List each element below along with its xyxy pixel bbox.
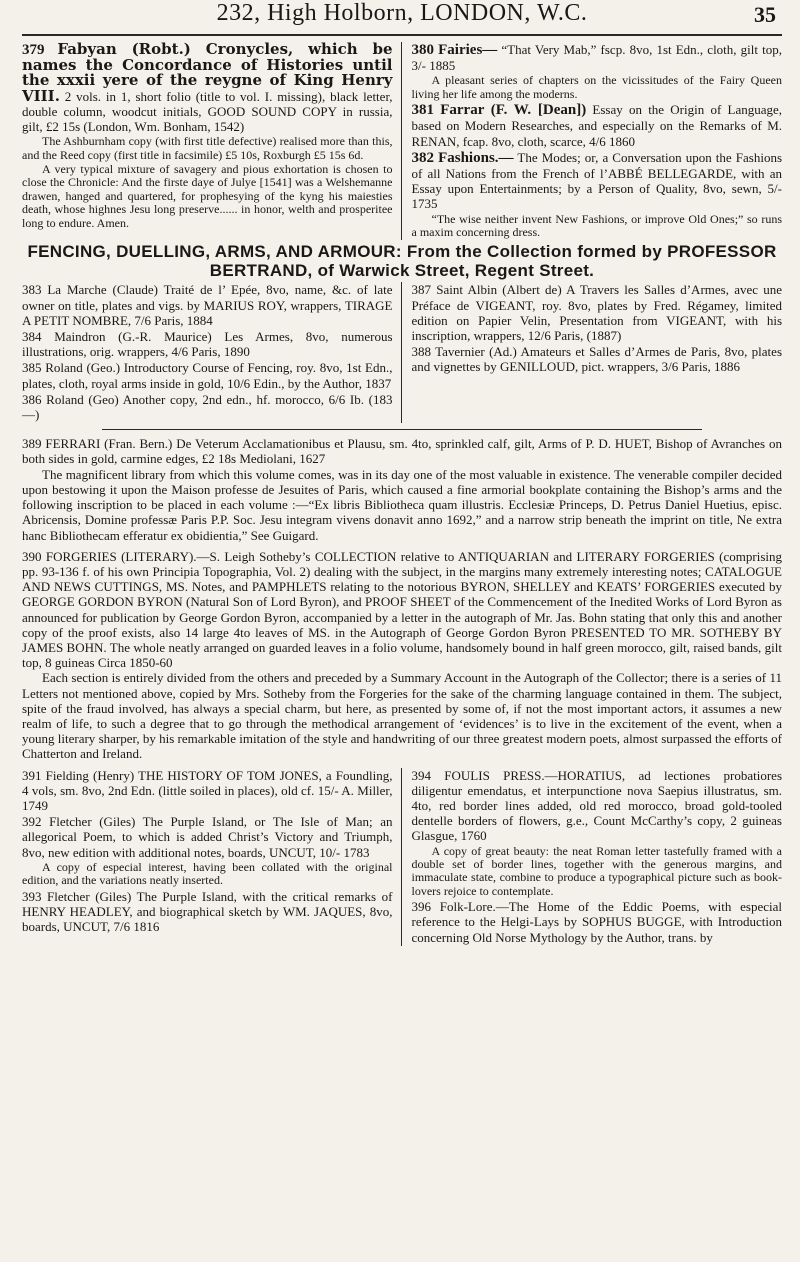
fencing-section-heading: FENCING, DUELLING, ARMS, AND ARMOUR: From the Collection formed by PROFESSOR BERTRAND, of Warwick Street, Regent Street. bbox=[27, 242, 777, 281]
entry-379-note-2: A very typical mixture of savagery and pious exhortation is chosen to close the Chronicle: And the firste daye of Julye [1541] was a Welshemanne drawen, hanged and quartered, for prophesying of the kyng his maiesties death, whose highnes Jesu long preserve...... in honor, welth and prosperitee long to endure. Amen. bbox=[22, 162, 393, 230]
entry-381: 381 Farrar (F. W. [Dean]) Essay on the Origin of Language, based on Modern Researches, and especially on the Remarks of M. RENAN, fcap. 8vo, cloth, scarce, 4/6 1860 bbox=[411, 102, 782, 149]
entry-396: 396 Folk-Lore.—The Home of the Eddic Poems, with especial reference to the Helgi-Lays by SOPHUS BUGGE, with Introduction concerning Old Norse Mythology by the Author, trans. by bbox=[411, 899, 782, 945]
entry-382: 382 Fashions.— The Modes; or, a Conversation upon the Fashions of all Nations from the French of l’ABBÉ BELLEGARDE, with an Essay upon Entertainments; by a Person of Quality, 8vo, sewn, 5/- 1735 bbox=[411, 149, 783, 212]
bottom-right-column bbox=[412, 768, 783, 946]
top-columns bbox=[22, 36, 782, 240]
entry-390-note: Each section is entirely divided from the others and preceded by a Summary Account in the Autograph of the Collector; there is a series of 11 Letters not mentioned above, copied by Mrs. Sotheby from the Forgeries for the sake of the charming language contained in them. The subject, spite of the fraud involved, has always a special charm, but here, as presented by some of, if not the most important actors, it assumes a new realm of life, to such a degree that to go through the methodical arrangement of ‘evidences’ is to live in the excitement of the event, when a young literary sharper, by his remarkable imitation of the style and handwriting of our three greatest modern poets, almost surpassed the efforts of Chatterton and Ireland. bbox=[22, 670, 782, 762]
fencing-columns bbox=[22, 282, 782, 423]
entry-383: 383 La Marche (Claude) Traité de l’ Epée, 8vo, name, &c. of late owner on title, plates and vigs. by MARIUS ROY, wrappers, TIRAGE A PETIT NOMBRE, 7/6 Paris, 1884 bbox=[22, 282, 393, 328]
header-address: 232, High Holborn, LONDON, W.C. bbox=[216, 0, 588, 26]
entry-379: 379 Fabyan (Robt.) Cronycles, which be names the Concordance of Histories until the xxxii yere of the reygne of King Henry VIII. 2 vols. in 1, short folio (title to vol. I. missing), black letter, double column, woodcut initials, GOOD SOUND COPY in russia, gilt, £2 15s (London, Wm. Bonham, 1542) bbox=[22, 40, 393, 135]
entry-390: 390 FORGERIES (LITERARY).—S. Leigh Sotheby’s COLLECTION relative to ANTIQUARIAN and LITERARY FORGERIES (comprising pp. 93-136 f. of his own Principia Topographia, Vol. 2) dealing with the subject, in the margins many extremely interesting notes; CATALOGUE AND NEWS CUTTINGS, MS. Notes, and PAMPHLETS relating to the notorious BYRON, SHELLEY and KEATS’ FORGERIES executed by GEORGE GORDON BYRON (Natural Son of Lord Byron), and PROOF SHEET of the Commencement of the Inedited Works of Lord Byron as announced for publication by George Gordon Byron, accompanied by a letter in the autograph of Mr. Jas. Bohn stating that only this and another copy of the proof exists, also 14 large 4to leaves of MS. in the Autograph of George Gordon Byron PRESENTED TO MR. SOTHEBY BY JAMES BOHN. The whole neatly arranged on guarded leaves in a folio volume, handsomely bound in half green morocco, gilt, raised bands, gilt top, 8 guineas Circa 1850-60 bbox=[22, 548, 782, 671]
entry-387: 387 Saint Albin (Albert de) A Travers les Salles d’Armes, avec une Préface de VIGEANT, roy. 8vo, plates by Fred. Régamey, limited edition on Papier Velin, Presentation from VIGEANT, with his inscription, wrappers, 12/6 Paris, (1887) bbox=[411, 282, 782, 344]
entry-384: 384 Maindron (G.-R. Maurice) Les Armes, 8vo, numerous illustrations, orig. wrappers, 4/6 Paris, 1890 bbox=[22, 329, 393, 360]
entry-382-note: “The wise neither invent New Fashions, or improve Old Ones;” so runs a maxim concerning dress. bbox=[411, 211, 782, 240]
fencing-left-column bbox=[22, 282, 402, 423]
page-number: 35 bbox=[754, 2, 776, 27]
entry-386: 386 Roland (Geo) Another copy, 2nd edn., hf. morocco, 6/6 Ib. (183—) bbox=[22, 391, 393, 423]
entry-393: 393 Fletcher (Giles) The Purple Island, with the critical remarks of HENRY HEADLEY, and biographical sketch by WM. JAQUES, 8vo, boards, UNCUT, 7/6 1816 bbox=[22, 888, 393, 934]
bottom-left-column bbox=[22, 768, 402, 946]
entry-389-note: The magnificent library from which this volume comes, was in its day one of the most valuable in existence. The venerable compiler decided upon bestowing it upon the Maison professe de Jesuites of Paris, which caused a fine armorial bookplate containing the Bishop’s arms and the following inscription to be placed in each volume :—“Ex libris Bibliotheca quam illustris. Ecclesiæ Princeps, D. Petrus Daniel Huetius, episc. Abricensis, Domine professæ Paris P.P. Soc. Jesu integram vivens donavit anno 1692,” and a narrow strip beneath the imprint on title, Ne extra hanc Bibliothecam efferatur ex obidientia,” See Guigard. bbox=[22, 466, 782, 543]
entry-389: 389 FERRARI (Fran. Bern.) De Veterum Acclamationibus et Plausu, sm. 4to, sprinkled calf, gilt, Arms of P. D. HUET, Bishop of Avranches on both sides in gold, carmine edges, £2 18s Mediolani, 1627 bbox=[22, 436, 782, 467]
entry-394: 394 FOULIS PRESS.—HORATIUS, ad lectiones probatiores diligentur emendatus, et interpunctione nova Saepius illustratus, sm. 4to, red border lines added, old red morocco, broad gold-tooled dentelle borders of flowers, g.e., Count McCarthy’s copy, 2 guineas Glasgue, 1760 bbox=[411, 767, 782, 844]
entry-394-note: A copy of great beauty: the neat Roman letter tastefully framed with a double set of border lines, together with the generous margins, and immaculate state, combine to produce a typographical picture such as book-lovers rejoice to contemplate. bbox=[411, 843, 782, 898]
entry-388: 388 Tavernier (Ad.) Amateurs et Salles d’Armes de Paris, 8vo, plates and vignettes by GENILLOUD, pict. wrappers, 3/6 Paris, 1886 bbox=[411, 344, 782, 375]
entry-385: 385 Roland (Geo.) Introductory Course of Fencing, roy. 8vo, 1st Edn., plates, cloth, royal arms inside in gold, 10/6 Edin., by the Author, 1837 bbox=[22, 360, 393, 391]
entry-379-note-1: The Ashburnham copy (with first title defective) realised more than this, and the Reed copy (first title in facsimile) £5 10s, Roxburgh £5 15s 6d. bbox=[22, 134, 393, 162]
entry-380-note: A pleasant series of chapters on the vicissitudes of the Fairy Queen living her life among the moderns. bbox=[411, 73, 782, 101]
fencing-right-column bbox=[412, 282, 783, 423]
entry-392-note: A copy of especial interest, having been collated with the original edition, and the variations neatly inserted. bbox=[22, 859, 393, 888]
page-header bbox=[22, 0, 782, 34]
top-left-column bbox=[22, 42, 402, 240]
entry-391: 391 Fielding (Henry) THE HISTORY OF TOM JONES, a Foundling, 4 vols, sm. 8vo, 2nd Edn. (little soiled in places), old cf. 15/- A. Miller, 1749 bbox=[22, 767, 393, 813]
top-right-column bbox=[412, 42, 783, 240]
bottom-columns bbox=[22, 768, 782, 946]
entry-380: 380 Fairies— “That Very Mab,” fscp. 8vo, 1st Edn., cloth, gilt top, 3/- 1885 bbox=[411, 42, 782, 74]
entry-392: 392 Fletcher (Giles) The Purple Island, or The Isle of Man; an allegorical Poem, to which is added Christ’s Victory and Triumph, 8vo, new edition with additional notes, boards, UNCUT, 10/- 1783 bbox=[22, 814, 393, 860]
